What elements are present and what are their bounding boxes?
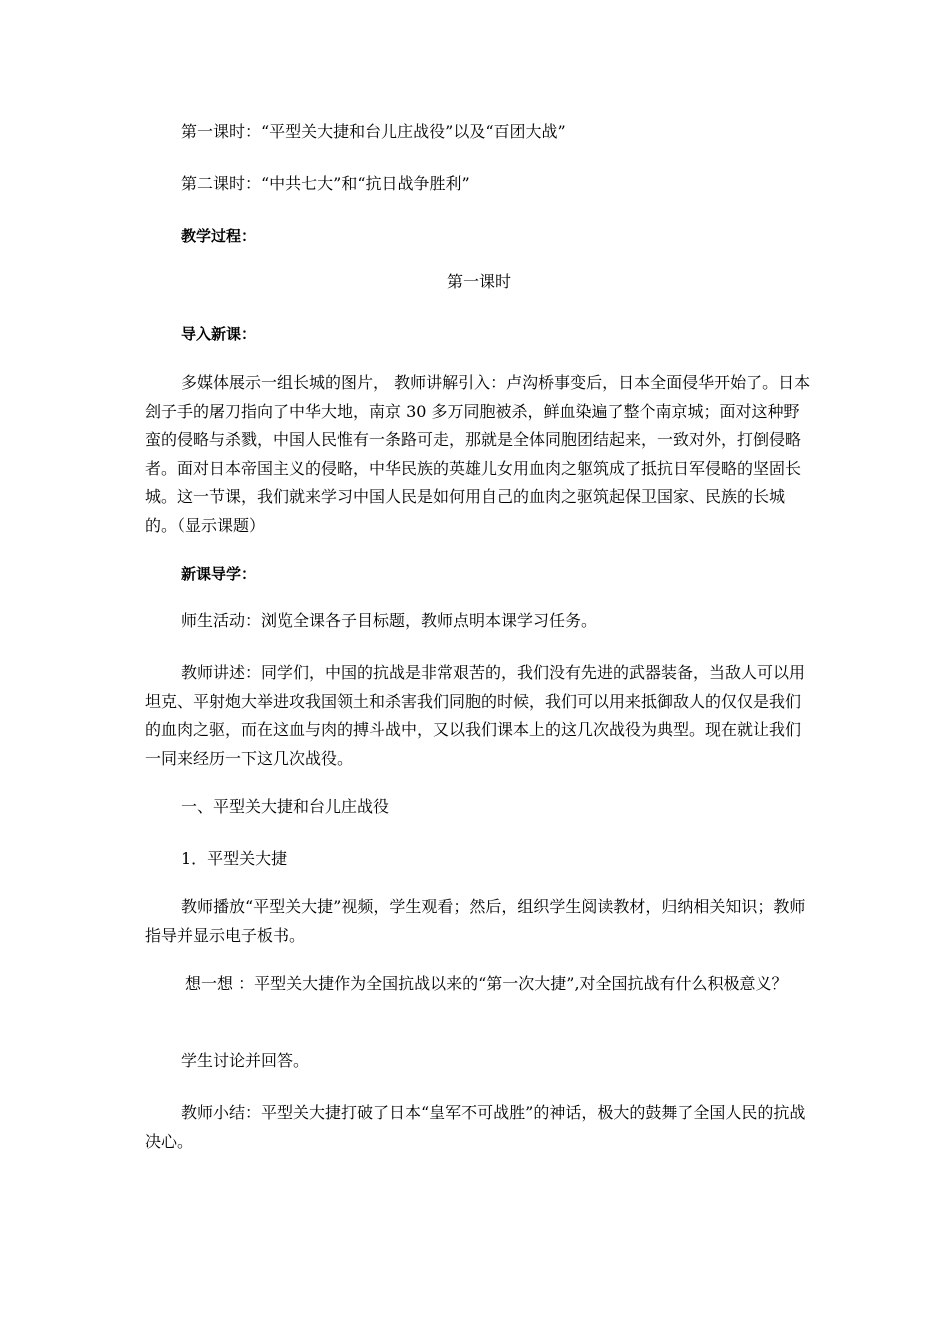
narration-paragraph: 教师讲述：同学们，中国的抗战是非常艰苦的，我们没有先进的武器装备，当敌人可以用坦克、平射炮大举进攻我国领土和杀害我们同胞的时候，我们可以用来抵御敌人的仅仅是我们的血肉之驱，而在这血与肉的搏斗战中，又以我们课本上的这几次战役为典型。现在就让我们一同来经历一下这几次战役。: [145, 663, 806, 768]
subsection-1-title: 1．平型关大捷: [181, 849, 288, 868]
activity-paragraph: 师生活动：浏览全课各子目标题，教师点明本课学习任务。: [181, 611, 598, 630]
lesson-2-line: 第二课时：“中共七大”和“抗日战争胜利”: [181, 174, 470, 193]
section-title: 第一课时: [446, 272, 511, 291]
intro-paragraph: 多媒体展示一组长城的图片， 教师讲解引入：卢沟桥事变后，日本全面侵华开始了。日本刽子手的屠刀指向了中华大地，南京 30 多万同胞被杀，鲜血染遍了整个南京城；面对这种野蛮的侵略与杀戮，中国人民惟有一条路可走，那就是全体同胞团结起来，一致对外，打倒侵略者。面对日本帝国主义的侵略，中华民族的英雄儿女用血肉之躯筑成了抵抗日军侵略的坚固长城。这一节课，我们就来学习中国人民是如何用自己的血肉之驱筑起保卫国家、民族的长城的。（显示课题）: [145, 373, 811, 535]
teaching-process-heading: 教学过程：: [181, 227, 257, 245]
lesson-1-line: 第一课时：“平型关大捷和台儿庄战役”以及“百团大战”: [181, 122, 566, 141]
section-1-title: 一、平型关大捷和台儿庄战役: [181, 797, 390, 816]
discuss-paragraph: 学生讨论并回答。: [181, 1051, 310, 1070]
guide-heading: 新课导学：: [181, 565, 257, 583]
video-paragraph: 教师播放“平型关大捷”视频，学生观看；然后，组织学生阅读教材，归纳相关知识；教师指导并显示电子板书。: [145, 897, 806, 945]
think-paragraph: 想一想 ：平型关大捷作为全国抗战以来的“第一次大捷”,对全国抗战有什么积极意义？: [185, 974, 788, 993]
intro-heading: 导入新课：: [181, 325, 257, 343]
summary-paragraph: 教师小结：平型关大捷打破了日本“皇军不可战胜”的神话，极大的鼓舞了全国人民的抗战决心。: [145, 1103, 806, 1151]
